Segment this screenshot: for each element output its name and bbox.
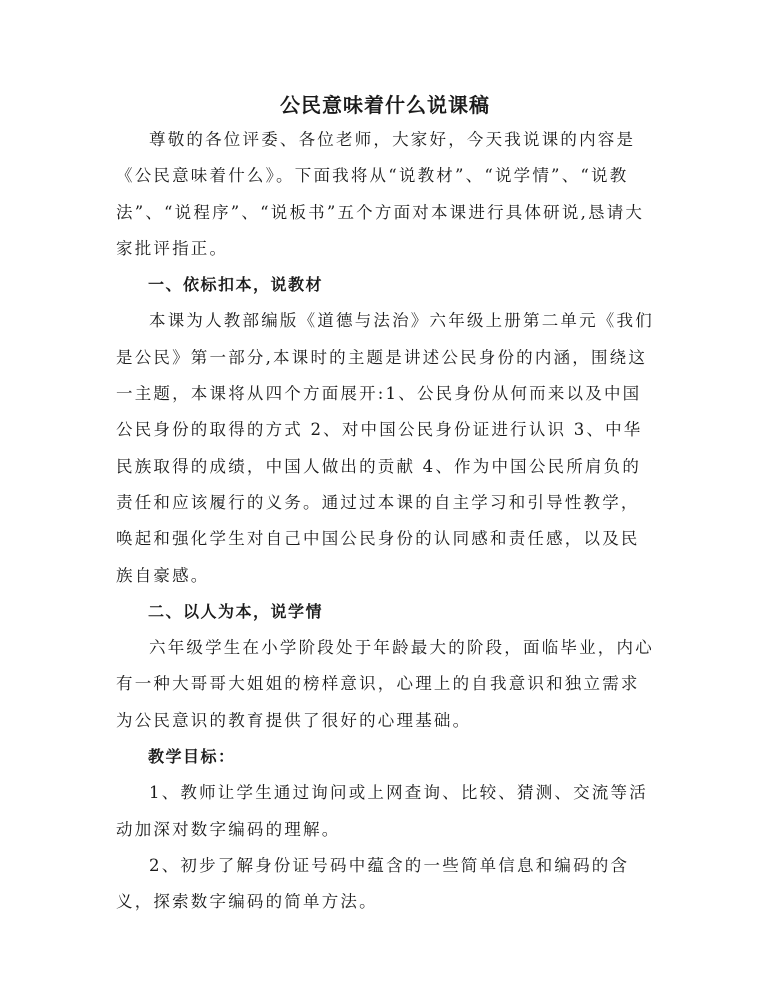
goal-item-2: 2、初步了解身份证号码中蕴含的一些简单信息和编码的含义，探索数字编码的简单方法。 (116, 855, 630, 912)
section-heading-students: 二、以人为本，说学情 (148, 601, 324, 621)
intro-paragraph: 尊敬的各位评委、各位老师，大家好，今天我说课的内容是《公民意味着什么》。下面我将从“说教材”、“说学情”、“说教法”、“说程序”、“说板书”五个方面对本课进行具体研说,恳请大家批评指正。 (116, 130, 645, 258)
section-body-textbook: 本课为人教部编版《道德与法治》六年级上册第二单元《我们是公民》第一部分,本课时的主题是讲述公民身份的内涵，围绕这一主题，本课将从四个方面展开:1、公民身份从何而来以及中国公民身份的取得的方式 2、对中国公民身份证进行认识 3、中华民族取得的成绩，中国人做出的贡献 4、作为中国公民所肩负的责任和应该履行的义务。通过过本课的自主学习和引导性教学，唤起和强化学生对自己中国公民身份的认同感和责任感，以及民族自豪感。 (116, 311, 654, 585)
goal-item-1: 1、教师让学生通过询问或上网查询、比较、猜测、交流等活动加深对数字编码的理解。 (116, 783, 648, 839)
section-heading-textbook: 一、依标扣本，说教材 (148, 275, 324, 295)
goals-heading: 教学目标： (148, 747, 236, 767)
document-title: 公民意味着什么说课稿 (280, 93, 490, 117)
section-body-students: 六年级学生在小学阶段处于年龄最大的阶段，面临毕业，内心有一种大哥哥大姐姐的榜样意识，心理上的自我意识和独立需求为公民意识的教育提供了很好的心理基础。 (116, 638, 654, 730)
